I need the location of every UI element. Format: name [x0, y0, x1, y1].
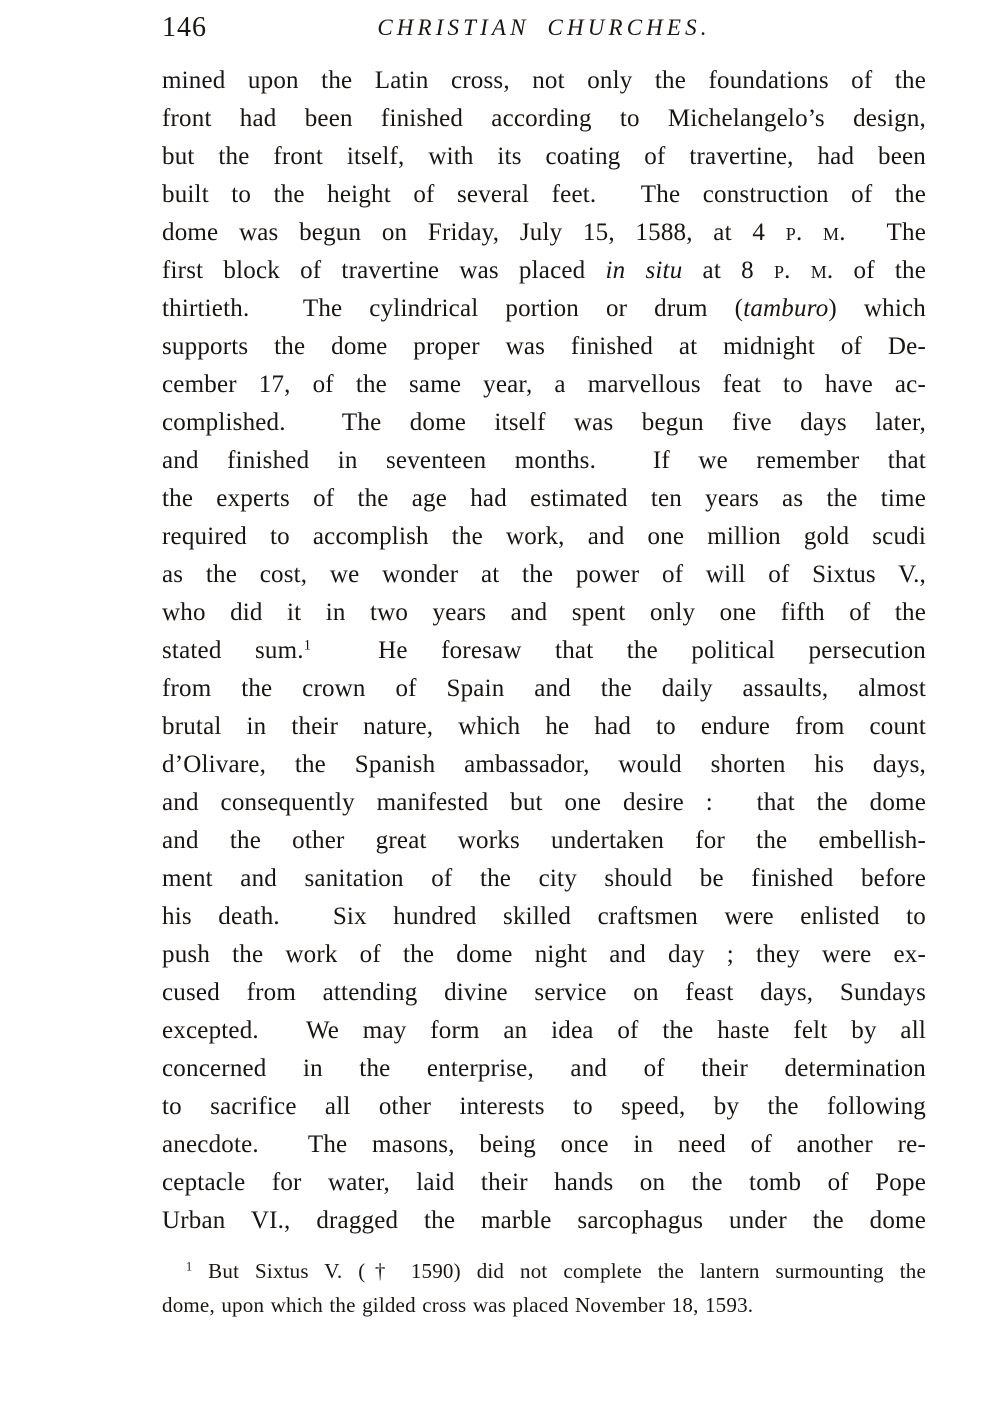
- text-segment: and consequently manifested but one desire : that the dome: [162, 789, 926, 816]
- text-line: [162, 214, 926, 252]
- text-segment: The: [845, 219, 926, 246]
- text-segment: concerned in the enterprise, and of their determination: [162, 1055, 926, 1082]
- text-segment: excepted. We may form an idea of the haste felt by all: [162, 1017, 926, 1044]
- text-segment: who did it in two years and spent only one fifth of the: [162, 599, 926, 626]
- text-segment: to sacrifice all other interests to speed, by the following: [162, 1093, 926, 1120]
- text-line: [162, 290, 926, 328]
- text-segment: brutal in their nature, which he had to endure from count: [162, 713, 926, 740]
- text-line: [162, 1202, 926, 1240]
- running-title: CHRISTIAN CHURCHES.: [377, 15, 711, 40]
- text-line: [162, 594, 926, 632]
- text-line: [162, 480, 926, 518]
- text-line: [162, 1012, 926, 1050]
- text-segment: mined upon the Latin cross, not only the foundations of the: [162, 67, 926, 94]
- text-segment: thirtieth. The cylindrical portion or drum (: [162, 295, 744, 322]
- text-segment: required to accomplish the work, and one million gold scudi: [162, 523, 926, 550]
- text-line: [162, 670, 926, 708]
- text-line: [162, 62, 926, 100]
- text-line: [162, 974, 926, 1012]
- text-line: [162, 1126, 926, 1164]
- text-line: [162, 366, 926, 404]
- text-segment: complished. The dome itself was begun five days later,: [162, 409, 926, 436]
- text-segment: as the cost, we wonder at the power of will of Sixtus V.,: [162, 561, 926, 588]
- footnote-marker: 1: [186, 1259, 193, 1274]
- text-segment: front had been finished according to Michelangelo’s design,: [162, 105, 926, 132]
- text-line: [162, 822, 926, 860]
- footnote-marker: 1: [303, 637, 312, 654]
- text-segment: cused from attending divine service on feast days, Sundays: [162, 979, 926, 1006]
- text-segment: p. m.: [773, 257, 834, 284]
- text-segment: ) which: [828, 295, 926, 322]
- text-line: [162, 860, 926, 898]
- text-segment: ceptacle for water, laid their hands on the tomb of Pope: [162, 1169, 926, 1196]
- text-segment: cember 17, of the same year, a marvellous feat to have ac-: [162, 371, 926, 398]
- text-segment: and finished in seventeen months. If we remember that: [162, 447, 926, 474]
- text-line: [162, 1254, 926, 1288]
- page-header: [162, 12, 926, 52]
- text-line: [162, 1088, 926, 1126]
- footnote: [162, 1254, 926, 1322]
- text-segment: his death. Six hundred skilled craftsmen were enlisted to: [162, 903, 926, 930]
- text-segment: first block of travertine was placed: [162, 257, 606, 284]
- text-segment: in situ: [605, 257, 683, 284]
- text-segment: supports the dome proper was finished at midnight of De-: [162, 333, 926, 360]
- text-line: [162, 1050, 926, 1088]
- page-number: 146: [162, 12, 207, 43]
- text-line: [162, 936, 926, 974]
- text-line: [162, 138, 926, 176]
- text-segment: tamburo: [743, 295, 829, 322]
- text-line: [162, 632, 926, 670]
- text-segment: the experts of the age had estimated ten years as the time: [162, 485, 926, 512]
- text-line: [162, 328, 926, 366]
- body-text: [162, 62, 926, 1240]
- text-segment: dome, upon which the gilded cross was placed November 18, 1593.: [162, 1293, 754, 1317]
- text-segment: dome was begun on Friday, July 15, 1588, at 4: [162, 219, 786, 246]
- text-line: [162, 442, 926, 480]
- text-line: [162, 784, 926, 822]
- text-segment: anecdote. The masons, being once in need of another re-: [162, 1131, 926, 1158]
- text-segment: of the: [833, 257, 927, 284]
- text-line: [162, 100, 926, 138]
- text-line: [162, 746, 926, 784]
- text-segment: but the front itself, with its coating of travertine, had been: [162, 143, 926, 170]
- text-segment: push the work of the dome night and day ; they were ex-: [162, 941, 926, 968]
- text-segment: stated sum.: [162, 637, 304, 664]
- text-line: [162, 1164, 926, 1202]
- text-segment: p. m.: [785, 219, 846, 246]
- text-segment: ment and sanitation of the city should be finished before: [162, 865, 926, 892]
- text-segment: But Sixtus V. († 1590) did not complete the lantern surmounting the: [192, 1259, 926, 1283]
- text-line: [162, 518, 926, 556]
- text-segment: d’Olivare, the Spanish ambassador, would shorten his days,: [162, 751, 926, 778]
- text-segment: built to the height of several feet. The construction of the: [162, 181, 926, 208]
- text-line: [162, 252, 926, 290]
- text-line: [162, 556, 926, 594]
- text-segment: at 8: [682, 257, 774, 284]
- text-line: [162, 898, 926, 936]
- text-segment: He foresaw that the political persecution: [311, 637, 926, 664]
- text-segment: and the other great works undertaken for the embellish-: [162, 827, 926, 854]
- text-line: [162, 404, 926, 442]
- text-segment: from the crown of Spain and the daily assaults, almost: [162, 675, 926, 702]
- text-segment: Urban VI., dragged the marble sarcophagus under the dome: [162, 1207, 926, 1234]
- text-line: [162, 1288, 926, 1322]
- text-line: [162, 176, 926, 214]
- text-line: [162, 708, 926, 746]
